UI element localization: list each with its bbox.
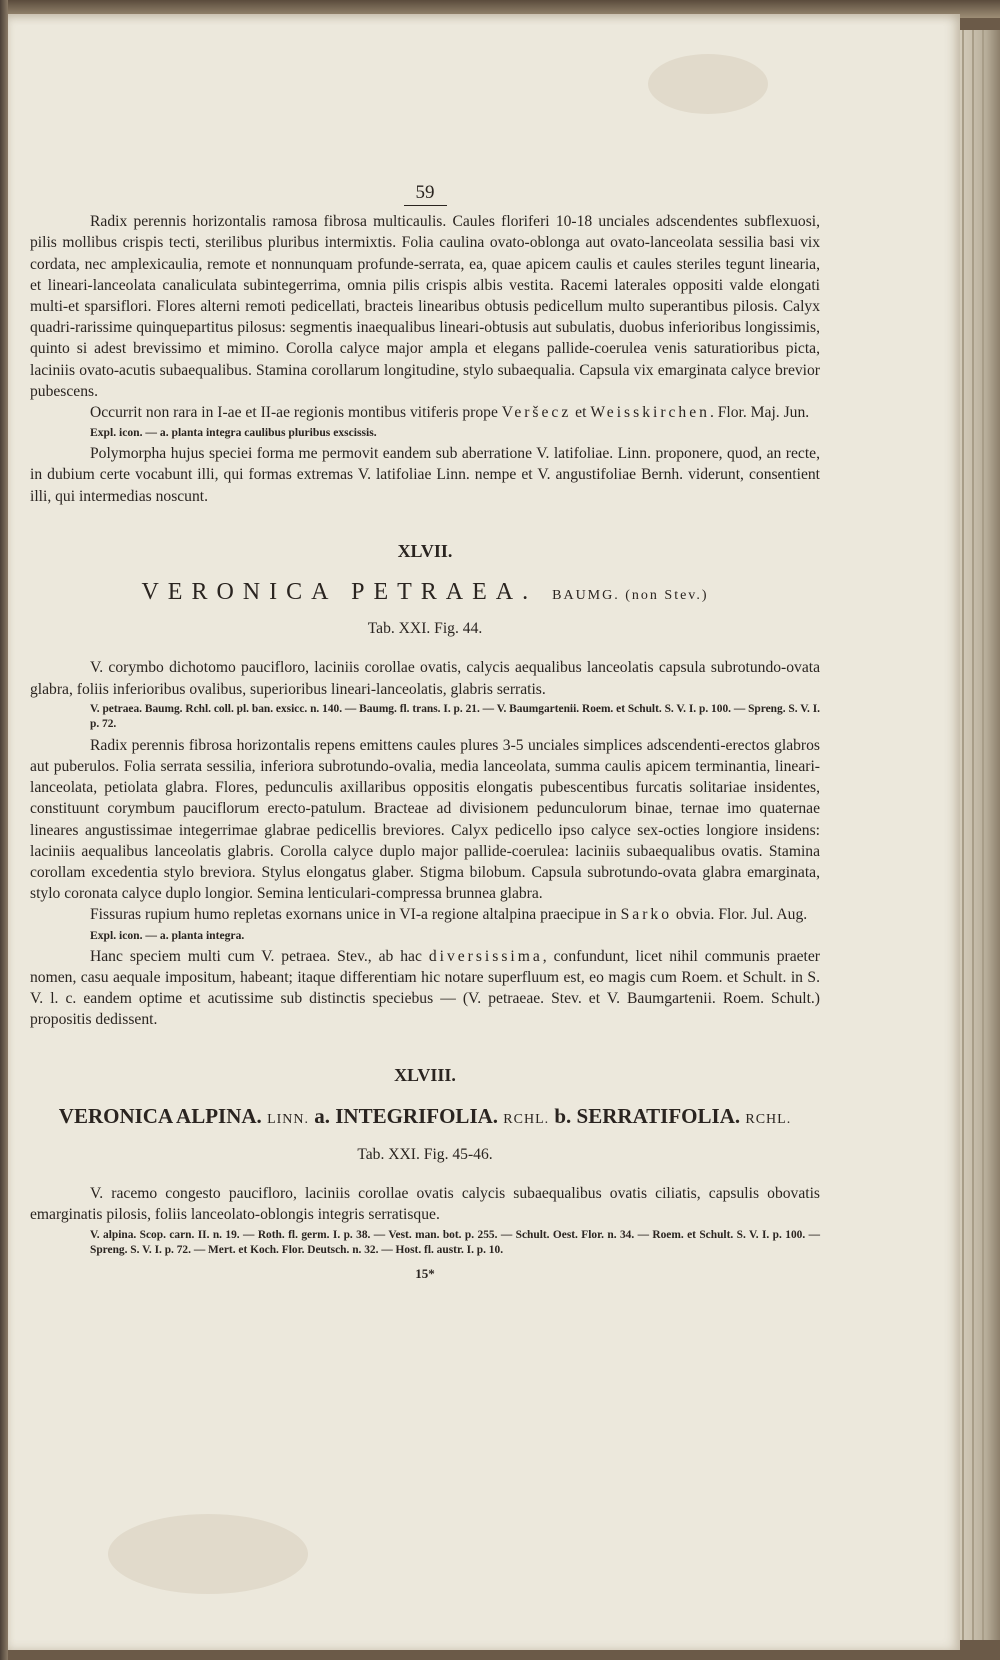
- diagnosis-48: V. racemo congesto paucifloro, laciniis corollae ovatis calycis subaequalibus ovatis ciliatis, capsulis obovatis emarginatis pilosis, foliis lanceolato-oblongis integris serratisque.: [30, 1185, 820, 1224]
- page-stack-edge: [954, 30, 1000, 1640]
- section-number-47: XLVII.: [397, 540, 453, 561]
- paragraph-polymorpha: Polymorpha hujus speciei forma me permovit eandem sub aberratione V. latifoliae. Linn. proponere, quod, an recte, in dubium certe vocabunt illi, qui formas extremas V. latifoliae Linn. nempe et V. angustifoliae Bernh. viderunt, consentient illi, qui intermedias noscunt.: [30, 445, 820, 505]
- section-number-48: XLVIII.: [394, 1064, 456, 1085]
- tab-reference-48: Tab. XXI. Fig. 45-46.: [357, 1145, 493, 1163]
- habitat-47: Fissuras rupium humo repletas exornans unice in VI-a regione altalpina praecipue in Sarko obvia. Flor. Jul. Aug.: [90, 906, 808, 924]
- section-title-48: VERONICA ALPINA. LINN. a. INTEGRIFOLIA. RCHL. b. SERRATIFOLIA. RCHL.: [58, 1103, 792, 1128]
- expl-icon-47: Expl. icon. — a. planta integra.: [90, 928, 245, 942]
- paragraph-radix: Radix perennis horizontalis ramosa fibrosa multicaulis. Caules floriferi 10-18 unciales adscendentes subflexuosi, pilis mollibus crispis tecti, sterilibus pluribus intermixtis. Folia caulina ovato-oblonga aut ovato-lanceolata sessilia basi vix cordata, nec amplexicaulia, remote et nonnunquam profunde-serrata, ea, quae apicem caulis et caules steriles tegunt linearia, et lineari-lanceolata canaliculata subintegerrima, omnia pilis crispis albis vestita. Racemi laterales oppositi valde elongati multi-et sparsiflori. Flores alterni remoti pedicellati, bracteis linearibus obtusis pedicellum multo superantibus pilosis. Calyx quadri-rarissime quinquepartitus pilosus: segmentis inaequalibus lineari-obtusis aut subulatis, duobus inferioribus longissimis, quinto si adest brevissimo et mimino. Corolla calyce major ampla et elegans pallide-coerulea venis saturatioribus picta, laciniis ovato-acutis subaequalibus. Stamina corollarum longitudine, stylo subaequalia. Capsula vix emarginata calyce brevior pubescens.: [30, 213, 820, 400]
- signature-mark: 15*: [415, 1265, 435, 1281]
- tab-reference-47: Tab. XXI. Fig. 44.: [367, 620, 483, 638]
- page-content: [30, 182, 820, 1284]
- synonyms-47: V. petraea. Baumg. Rchl. coll. pl. ban. exsicc. n. 140. — Baumg. fl. trans. I. p. 21. — V. Baumgartenii. Roem. et Schult. S. V. I. p. 100. — Spreng. S. V. I. p. 72.: [90, 702, 820, 731]
- book-binding-left: [0, 0, 8, 1660]
- synonyms-48: V. alpina. Scop. carn. II. n. 19. — Roth. fl. germ. I. p. 38. — Vest. man. bot. p. 255. — Schult. Oest. Flor. n. 34. — Roem. et Schult. S. V. I. p. 100. — Spreng. S. V. I. p. 72. — Mert. et Koch. Flor. Deutsch. n. 32. — Host. fl. austr. I. p. 10.: [90, 1228, 820, 1257]
- page-number: 59: [30, 182, 820, 203]
- diagnosis-47: V. corymbo dichotomo paucifloro, laciniis corollae ovatis, calycis aequalibus lanceolatis capsula subrotundo-ovata glabra, foliis inferioribus ovalibus, superioribus lineari-lanceolatis, glabris serratis.: [30, 659, 820, 698]
- remark-47: Hanc speciem multi cum V. petraea. Stev., ab hac diversissima, confundunt, licet nihil communis praeter nomen, casu aequale impositum, habeant; itaque differentiam hic notare superfluum est, eo magis cum Roem. et Schult. in S. V. l. c. eandem optime et acutissime sub distinctis speciebus — (V. petraeae. Stev. et V. Baumgartenii. Roem. Schult.) propositis dedissent.: [30, 947, 820, 1029]
- paragraph-occurrit: Occurrit non rara in I-ae et II-ae regionis montibus vitiferis prope Veršecz et Weisskirchen. Flor. Maj. Jun.: [90, 404, 810, 422]
- section-title-47: VERONICA PETRAEA. BAUMG. (non Stev.): [141, 579, 709, 606]
- description-47: Radix perennis fibrosa horizontalis repens emittens caules plures 3-5 unciales simplices adscendenti-erectos glabros aut puberulos. Folia serrata sessilia, inferiora subrotundo-ovalia, media lanceolata, summa caulis apicem terminantia, lineari-lanceolata, petiolata glabra. Flores, pedunculis axillaribus oppositis elongatis pubescentibus furcatis solitariae insidentes, constituunt corymbum pauciflorum erecto-patulum. Bracteae ad divisionem pedunculorum binae, ternae imo quaternae lineares angustissimae integerrimae glabrae pedicellis breviores. Calyx pedicello ipso calyce sex-octies longiore insidens: laciniis aequalibus lanceolatis glabris. Corolla calyce duplo major pallide-coerulea: laciniis subaequalibus ovatis. Stamina corollam excedentia stylo breviora. Stylus elongatus glaber. Stigma bilobum. Capsula subrotundo-ovata glabra emarginata, stylo coronata calyce duplo longior. Semina lenticulari-compressa brunnea glabra.: [30, 736, 820, 903]
- expl-icon-note: Expl. icon. — a. planta integra caulibus pluribus exscissis.: [90, 426, 377, 440]
